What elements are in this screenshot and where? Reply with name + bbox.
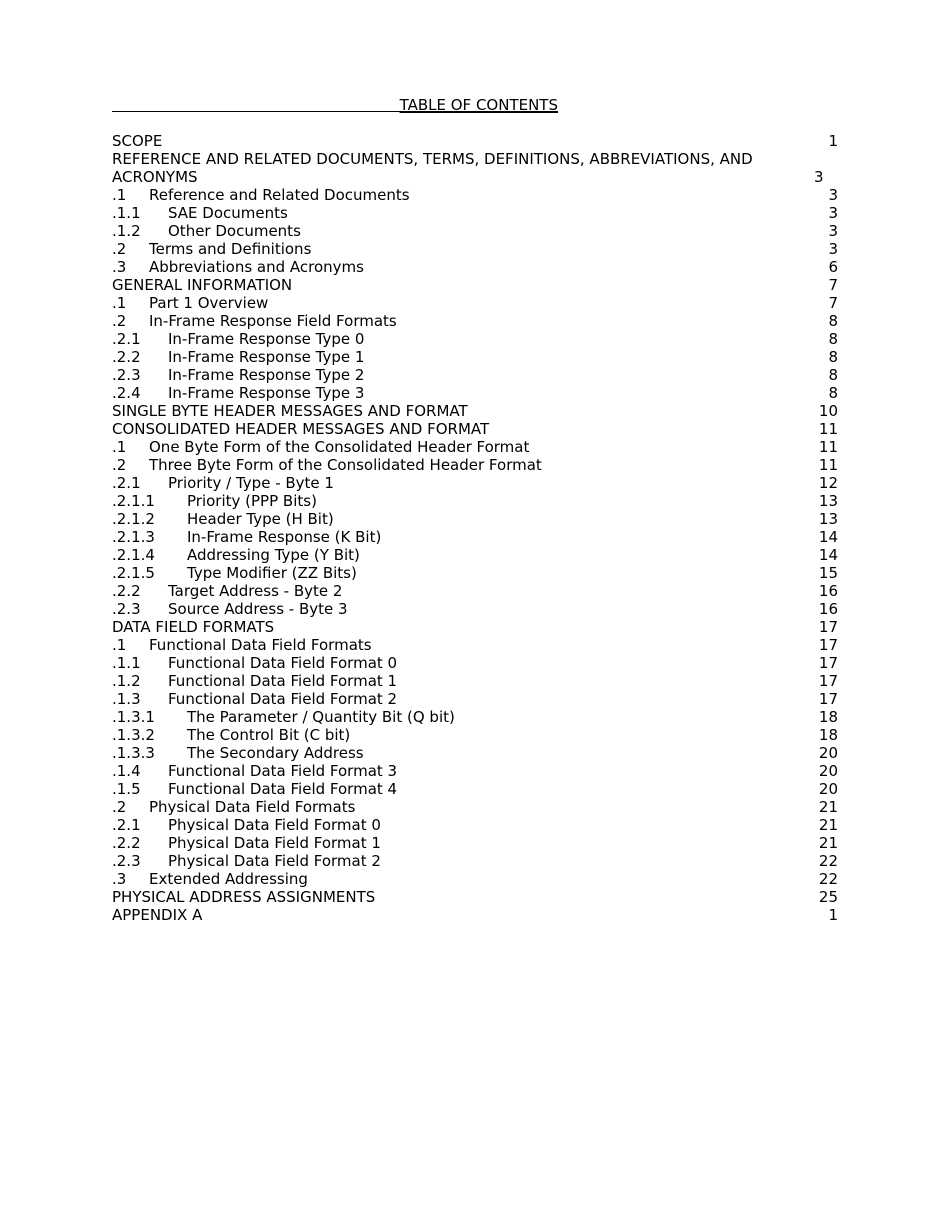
toc-entry[interactable] <box>112 870 838 888</box>
toc-entry-title: SCOPE <box>112 132 163 150</box>
toc-entry-title: GENERAL INFORMATION <box>112 276 293 294</box>
toc-entry-number: .1 <box>112 636 127 654</box>
toc-entry-page: 20 <box>818 744 838 762</box>
toc-entry-page: 21 <box>818 798 838 816</box>
toc-entry-title: The Secondary Address <box>187 744 364 762</box>
toc-entry-title: In-Frame Response Type 1 <box>168 348 365 366</box>
toc-entry-page: 17 <box>818 636 838 654</box>
toc-entry-title: One Byte Form of the Consolidated Header Format <box>149 438 530 456</box>
toc-entry-title: Functional Data Field Format 3 <box>168 762 398 780</box>
toc-entry-title: The Control Bit (C bit) <box>187 726 351 744</box>
toc-entry-title: Terms and Definitions <box>149 240 312 258</box>
toc-entry-title: PHYSICAL ADDRESS ASSIGNMENTS <box>112 888 376 906</box>
toc-entry[interactable] <box>112 888 838 906</box>
toc-entry-page: 14 <box>818 546 838 564</box>
toc-entry-number: .2.1.3 <box>112 528 155 546</box>
toc-entry-number: .2.3 <box>112 366 141 384</box>
toc-entry-number: .1.4 <box>112 762 141 780</box>
toc-entry[interactable] <box>112 690 838 708</box>
toc-entry[interactable] <box>112 312 838 330</box>
toc-entry[interactable] <box>112 834 838 852</box>
toc-entry[interactable] <box>112 150 838 186</box>
toc-entry-title: The Parameter / Quantity Bit (Q bit) <box>187 708 455 726</box>
toc-entry[interactable] <box>112 492 838 510</box>
toc-entry-number: .1.5 <box>112 780 141 798</box>
toc-entry-page: 14 <box>818 528 838 546</box>
toc-entry-number: .1.2 <box>112 672 141 690</box>
toc-header <box>112 96 838 116</box>
toc-entry-title: Functional Data Field Format 1 <box>168 672 398 690</box>
toc-entry-page: 15 <box>818 564 838 582</box>
toc-entry-title: Physical Data Field Formats <box>149 798 356 816</box>
toc-entry-page: 17 <box>818 690 838 708</box>
toc-entry-page: 17 <box>818 654 838 672</box>
toc-entry-title: Target Address - Byte 2 <box>168 582 343 600</box>
toc-entry-title: Reference and Related Documents <box>149 186 410 204</box>
toc-entry-number: .2.1 <box>112 474 141 492</box>
toc-entry-number: .1.1 <box>112 654 141 672</box>
toc-entry[interactable] <box>112 852 838 870</box>
toc-entry[interactable] <box>112 816 838 834</box>
toc-entry-title: Header Type (H Bit) <box>187 510 334 528</box>
toc-entry-page: 13 <box>818 510 838 528</box>
toc-entry-page: 1 <box>828 132 838 150</box>
toc-entry[interactable] <box>112 240 838 258</box>
toc-entry-page: 3 <box>828 186 838 204</box>
toc-entry[interactable] <box>112 222 838 240</box>
toc-entry-number: .2.1.1 <box>112 492 155 510</box>
toc-entry[interactable] <box>112 258 838 276</box>
toc-entry-title: Priority / Type - Byte 1 <box>168 474 334 492</box>
toc-entry[interactable] <box>112 564 838 582</box>
toc-entry-page: 13 <box>818 492 838 510</box>
toc-page <box>112 96 838 924</box>
toc-entry[interactable] <box>112 528 838 546</box>
toc-entry-title: In-Frame Response Type 0 <box>168 330 365 348</box>
toc-entry-page: 25 <box>818 888 838 906</box>
toc-entry-number: .2 <box>112 240 127 258</box>
toc-entry[interactable] <box>112 600 838 618</box>
toc-entry[interactable] <box>112 420 838 438</box>
toc-entry-page: 8 <box>828 384 838 402</box>
toc-entry-title: Extended Addressing <box>149 870 308 888</box>
toc-entry[interactable] <box>112 510 838 528</box>
toc-entry-title: REFERENCE AND RELATED DOCUMENTS, TERMS, DEFINITIONS, ABBREVIATIONS, AND ACRONYMS <box>112 150 753 186</box>
toc-entry[interactable] <box>112 780 838 798</box>
toc-entry-page: 8 <box>828 366 838 384</box>
toc-entry-number: .1.3 <box>112 690 141 708</box>
toc-entry[interactable] <box>112 636 838 654</box>
toc-entry-title: Functional Data Field Format 2 <box>168 690 398 708</box>
toc-entry-page: 6 <box>828 258 838 276</box>
toc-entry[interactable] <box>112 672 838 690</box>
toc-entry-page: 12 <box>818 474 838 492</box>
toc-entry-number: .1.2 <box>112 222 141 240</box>
toc-entry-title: Functional Data Field Format 4 <box>168 780 398 798</box>
toc-entry-title: CONSOLIDATED HEADER MESSAGES AND FORMAT <box>112 420 490 438</box>
toc-entry-page: 1 <box>828 906 838 924</box>
toc-entry[interactable] <box>112 186 838 204</box>
toc-entry[interactable] <box>112 546 838 564</box>
toc-entry-page: 22 <box>818 870 838 888</box>
toc-entry-number: .1.3.1 <box>112 708 155 726</box>
toc-entry-page: 8 <box>828 312 838 330</box>
toc-entry-number: .2 <box>112 456 127 474</box>
toc-entry[interactable] <box>112 582 838 600</box>
toc-entry-number: .2.1.2 <box>112 510 155 528</box>
toc-entry[interactable] <box>112 348 838 366</box>
toc-entry-number: .2.2 <box>112 348 141 366</box>
toc-entry[interactable] <box>112 366 838 384</box>
toc-entry-page: 11 <box>818 420 838 438</box>
toc-entry-title: APPENDIX A <box>112 906 203 924</box>
toc-entry-page: 7 <box>828 276 838 294</box>
toc-entry-number: .2.1 <box>112 330 141 348</box>
toc-entry[interactable] <box>112 402 838 420</box>
toc-entry[interactable] <box>112 438 838 456</box>
toc-entry[interactable] <box>112 726 838 744</box>
toc-entry-page: 17 <box>818 618 838 636</box>
toc-entry-title: DATA FIELD FORMATS <box>112 618 275 636</box>
toc-entry[interactable] <box>112 330 838 348</box>
toc-entry-number: .2.3 <box>112 852 141 870</box>
toc-entry-title: In-Frame Response Field Formats <box>149 312 397 330</box>
toc-entry-page: 17 <box>818 672 838 690</box>
toc-entry-number: .3 <box>112 258 127 276</box>
toc-entry-title: Physical Data Field Format 0 <box>168 816 381 834</box>
toc-entry-page: 8 <box>828 330 838 348</box>
toc-entry-page: 16 <box>818 582 838 600</box>
toc-entry-title: SINGLE BYTE HEADER MESSAGES AND FORMAT <box>112 402 468 420</box>
toc-entry[interactable] <box>112 762 838 780</box>
toc-entry-page: 11 <box>818 456 838 474</box>
toc-entry-page: 8 <box>828 348 838 366</box>
toc-entry-number: .2.1.4 <box>112 546 155 564</box>
toc-entry-title: Other Documents <box>168 222 301 240</box>
toc-entry-title: Physical Data Field Format 1 <box>168 834 381 852</box>
toc-entry-page: 18 <box>818 708 838 726</box>
toc-entry-page: 22 <box>818 852 838 870</box>
toc-entry-title: Functional Data Field Format 0 <box>168 654 398 672</box>
toc-entry-number: .1.3.2 <box>112 726 155 744</box>
toc-entry-title: Addressing Type (Y Bit) <box>187 546 360 564</box>
toc-entry-page: 21 <box>818 816 838 834</box>
toc-entry[interactable] <box>112 618 838 636</box>
toc-entry-number: .1.1 <box>112 204 141 222</box>
toc-entry[interactable] <box>112 474 838 492</box>
toc-entry-title: In-Frame Response Type 3 <box>168 384 365 402</box>
toc-entry-title: Type Modifier (ZZ Bits) <box>187 564 357 582</box>
toc-entry-title: Physical Data Field Format 2 <box>168 852 381 870</box>
toc-entry-number: .2 <box>112 312 127 330</box>
toc-entry[interactable] <box>112 654 838 672</box>
toc-entry-number: .1.3.3 <box>112 744 155 762</box>
toc-entry-number: .2.1.5 <box>112 564 155 582</box>
toc-entry-number: .2.2 <box>112 582 141 600</box>
toc-entry-number: .1 <box>112 438 127 456</box>
toc-entry[interactable] <box>112 798 838 816</box>
toc-entry[interactable] <box>112 384 838 402</box>
toc-entry-number: .2 <box>112 798 127 816</box>
toc-entry-page: 20 <box>818 762 838 780</box>
toc-entry-page: 7 <box>828 294 838 312</box>
toc-entry-page: 11 <box>818 438 838 456</box>
toc-entry-page: 16 <box>818 600 838 618</box>
toc-entry-title: Abbreviations and Acronyms <box>149 258 364 276</box>
toc-entry-title: SAE Documents <box>168 204 288 222</box>
toc-entry-page: 3 <box>828 222 838 240</box>
toc-entry-number: .2.2 <box>112 834 141 852</box>
toc-entry-number: .2.1 <box>112 816 141 834</box>
toc-entry[interactable] <box>112 708 838 726</box>
toc-entry[interactable] <box>112 906 838 924</box>
toc-entry-title: In-Frame Response Type 2 <box>168 366 365 384</box>
toc-entry-page: 21 <box>818 834 838 852</box>
toc-entry-title: Three Byte Form of the Consolidated Header Format <box>149 456 542 474</box>
toc-entry-number: .1 <box>112 186 127 204</box>
toc-entry[interactable] <box>112 294 838 312</box>
toc-list <box>112 132 838 924</box>
page-title: TABLE OF CONTENTS <box>399 96 558 114</box>
toc-entry-page: 3 <box>828 240 838 258</box>
toc-entry[interactable] <box>112 132 838 150</box>
toc-entry-page: 18 <box>818 726 838 744</box>
toc-entry-number: .2.3 <box>112 600 141 618</box>
toc-entry-page: 20 <box>818 780 838 798</box>
toc-entry-page: 3 <box>828 204 838 222</box>
toc-entry-title: Priority (PPP Bits) <box>187 492 317 510</box>
toc-entry-page: 3 <box>814 168 824 186</box>
toc-entry-page: 10 <box>818 402 838 420</box>
toc-entry-title: In-Frame Response (K Bit) <box>187 528 382 546</box>
toc-entry[interactable] <box>112 456 838 474</box>
toc-entry[interactable] <box>112 744 838 762</box>
toc-entry-title: Part 1 Overview <box>149 294 269 312</box>
toc-entry-number: .2.4 <box>112 384 141 402</box>
toc-entry[interactable] <box>112 204 838 222</box>
toc-entry[interactable] <box>112 276 838 294</box>
toc-entry-number: .3 <box>112 870 127 888</box>
toc-entry-title: Functional Data Field Formats <box>149 636 372 654</box>
toc-entry-title: Source Address - Byte 3 <box>168 600 348 618</box>
toc-entry-number: .1 <box>112 294 127 312</box>
